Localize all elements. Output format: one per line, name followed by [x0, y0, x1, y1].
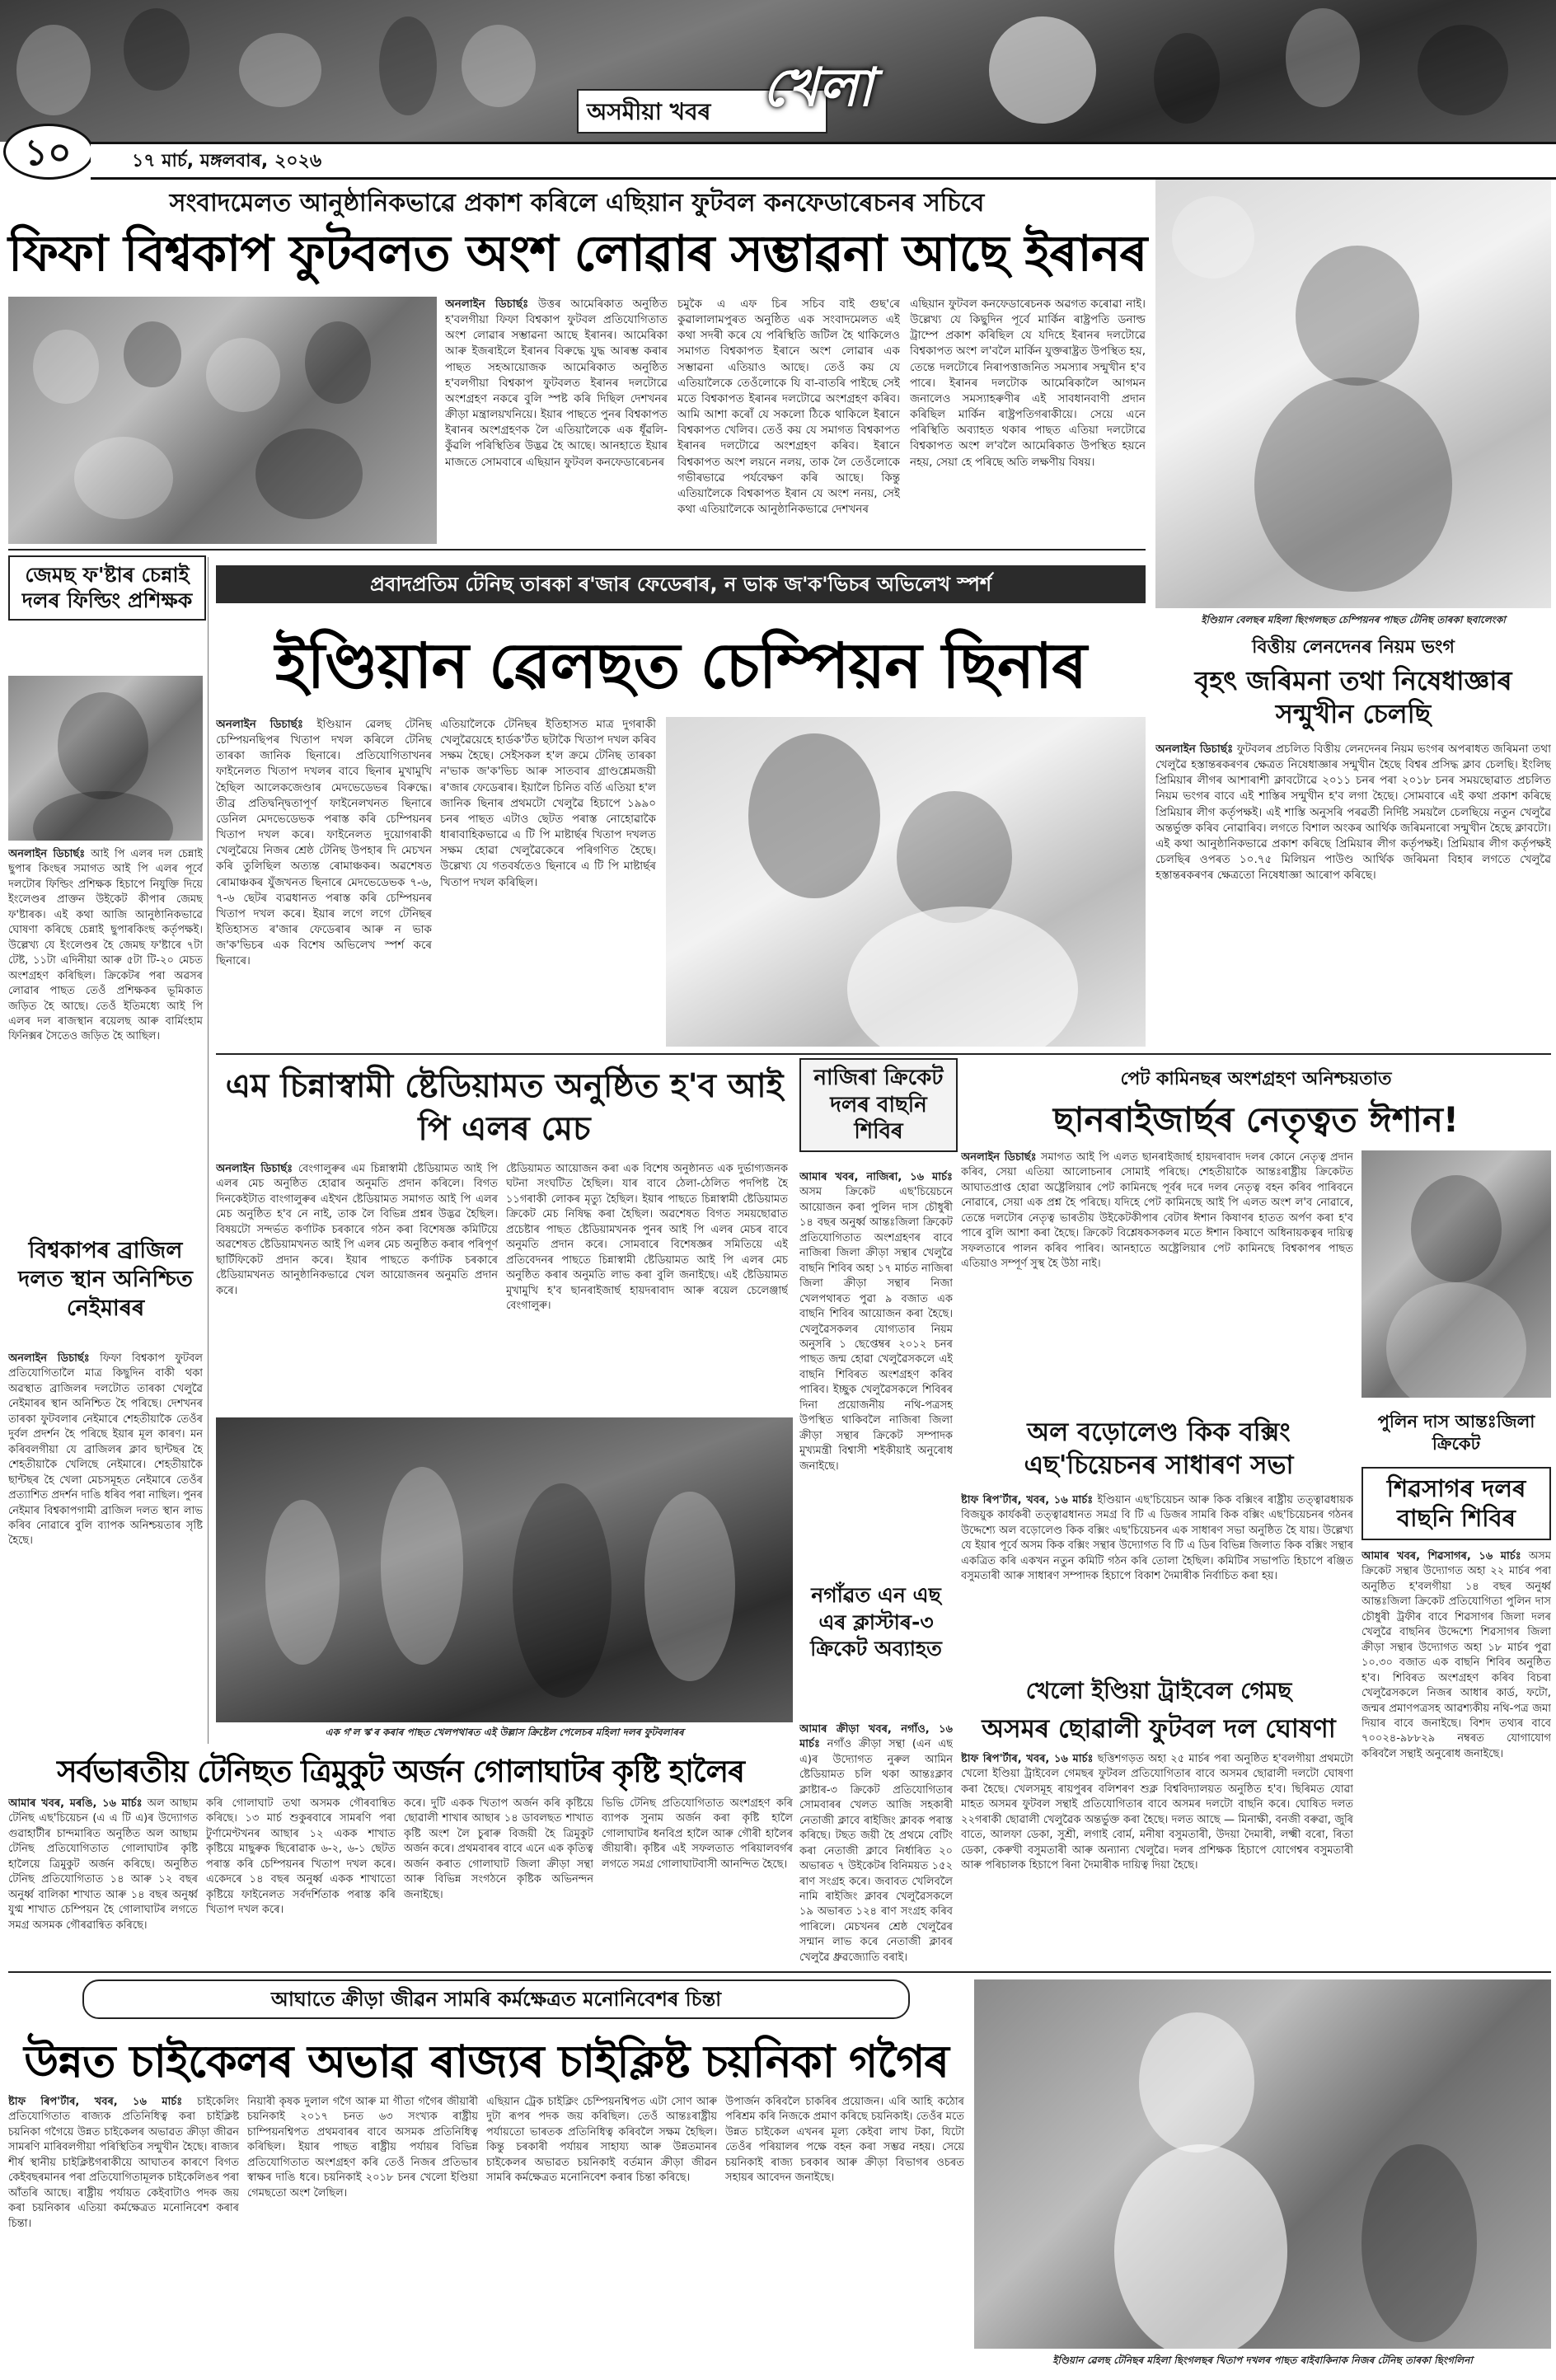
chinnaswamy-col-1: অনলাইন ডিচাৰ্ছঃ বেংগালুৰুৰ এম চিন্নাস্বামী ষ্টেডিয়ামত আই পি এলৰ মেচ অনুষ্ঠিত হোৱাৰ অনুমতি প্ৰদান কৰিলে। বিগত দিনকেইটাত বাংগালুৰুৰ এইখন ষ্টেডিয়ামত সমাগত আই পি এলৰ মেচ অনুষ্ঠিত হ'ব নে নাই, তাক লৈ বিভিন্ন প্ৰশ্নৰ উদ্ভৱ হৈছিল। বিষয়টো সন্দৰ্ভত কৰ্ণাটক চৰকাৰে গঠন কৰা বিশেষজ্ঞ কমিটিয়ে অৱশেষত ষ্টেডিয়ামখনত আই পি এলৰ মেচ অনুষ্ঠিত কৰাৰ পৰিপূৰ্ণ ছাৰ্টিফিকেট প্ৰদান কৰে। ইয়াৰ পাছতে কৰ্ণাটক চৰকাৰে ষ্টেডিয়ামখনত আনুষ্ঠানিকভাৱে খেল আয়োজনৰ অনুমতি প্ৰদান কৰে। [216, 1163, 498, 1297]
lead-col-2: চমুকৈ এ এফ চিৰ সচিব বাই গুছ'ৰে কুৱালালামপুৰত অনুষ্ঠিত এক সংবাদমেলত এই কথা সদৰী কৰে যে পৰিস্থিতি জটিল হৈ থাকিলেও সমাগত বিশ্বকাপত ইৰানে অংশ লোৱাৰ এক সম্ভাৱনা এতিয়াও আছে। তেওঁ কয় যে এতিয়ালৈকে তেওঁলোকে যি বা-বাতৰি পাইছে সেই মতে বিশ্বকাপত ইৰানৰ দলটোৱে অংশগ্ৰহণ কৰিব। আমি আশা কৰোঁ যে সকলো ঠিকে থাকিলে ইৰানে বিশ্বকাপত খেলিব। তেওঁ কয় যে সমাগত বিশ্বকাপত ইৰানৰ দলটোৱে অংশগ্ৰহণ কৰিব। ইৰানে বিশ্বকাপত অংশ লয়নে নলয়, তাক লৈ তেওঁলোকে গভীৰভাৱে পৰ্যবেক্ষণ কৰি আছে। কিন্তু এতিয়ালৈকে বিশ্বকাপত ইৰান যে অংশ ননয়, সেই কথা এতিয়ালৈকে আনুষ্ঠানিকভাৱে দেশখনৰ [677, 298, 900, 517]
nagaon-headline: নগাঁৱত এন এছ এৰ ক্লাস্টাৰ-৩ ক্ৰিকেট অব্যাহত [810, 1583, 942, 1661]
crystal-palace-photo [216, 1417, 793, 1722]
khelo-subhead: অসমৰ ছোৱালী ফুটবল দল ঘোষণা [982, 1714, 1336, 1744]
boxing-body: ষ্টাফ ৰিপ'ৰ্টাৰ, খবৰ, ১৬ মাৰ্চঃ ইণ্ডিয়ান এছ'চিয়েচন আৰু কিক বক্সিংৰ ৰাষ্ট্ৰীয় তত্ত্বাৱধায়ক বিজয়ুক কাৰ্যকৰী তত্ত্বাৱধানত সমগ্ৰ বি টি এ ডিজৰ সামৰি কিক বক্সিং এছ'চিয়েচনৰ গঠনৰ উদ্দেশ্যে অল বড়োলেণ্ড কিক বক্সিং এছ'চিয়েচনৰ এক সাধাৰণ সভা অনুষ্ঠিত হৈ যায়। উল্লেখ্য যে ইয়াৰ পূৰ্বে অসম কিক বক্সিং সন্থাৰ উদ্যোগত বি টি এ ডিৰ বিভিন্ন জিলাত কিক বক্সিং সন্থাৰ একত্ৰিত কৰি একখন নতুন কমিটি গঠন কৰি তোলা হৈছিল। কমিটিৰ সভাপতি হিচাপে ৰঞ্জিত বসুমতাৰী আৰু সাধাৰণ সম্পাদক হিচাপে বিকাশ দৈমাৰীক নিৰ্বাচিত কৰা হয়। [961, 1494, 1353, 1583]
tennis-headline: ইণ্ডিয়ান ৱেলছত চেম্পিয়ন ছিনাৰ [274, 629, 1087, 702]
pulin-kicker: পুলিন দাস আন্তঃজিলা ক্ৰিকেট [1377, 1412, 1535, 1455]
rybakina-trophy-photo [974, 1979, 1551, 2349]
boxing-headline: অল বড়োলেণ্ড কিক বক্সিং এছ'চিয়েচনৰ সাধাৰণ সভা [1024, 1417, 1294, 1481]
lead-byline: অনলাইন ডিচাৰ্ছঃ [445, 298, 529, 311]
neymar-title: বিশ্বকাপৰ ব্ৰাজিল দলত স্থান অনিশ্চিত নেইমাৰৰ [18, 1238, 193, 1322]
golaghat-col-4: ভিভি টেনিছ প্ৰতিযোগিতাত অংশগ্ৰহণ কৰি ব্যাপক সুনাম অৰ্জন কৰা কৃষ্টি হালৈ গোলাঘাটৰ ধনবিপ্ৰ হালৈ আৰু গৌৰী হালৈৰ জীয়াৰী। কৃষ্টিৰ এই সফলতাত পৰিয়ালবৰ্গৰ লগতে সমগ্ৰ গোলাঘাটবাসী আনন্দিত হৈছে। [602, 1797, 793, 1871]
nazira-headline: নাজিৰা ক্ৰিকেট দলৰ বাছনি শিবিৰ [799, 1058, 958, 1152]
nazira-body: আমাৰ খবৰ, নাজিৰা, ১৬ মাৰ্চঃ অসম ক্ৰিকেট এছ'চিয়েচনে আয়োজন কৰা পুলিন দাস চৌধুৰী ১৪ বছৰ অনুৰ্ধ্ব আন্তঃজিলা ক্ৰিকেট প্ৰতিযোগিতাত অংশগ্ৰহণৰ বাবে নাজিৰা জিলা ক্ৰীড়া সন্থাৰ খেলুৱৈ বাছনি শিবিৰ অহা ১৭ মাৰ্চত নাজিৰা জিলা ক্ৰীড়া সন্থাৰ নিজা খেলপথাৰত পুৱা ৯ বজাত এক বাছনি শিবিৰ আয়োজন কৰা হৈছে। খেলুৱৈসকলৰ যোগ্যতাৰ নিয়ম অনুসৰি ১ ছেপ্তেম্বৰ ২০১২ চনৰ পাছত জন্ম হোৱা খেলুৱৈসকলে এই বাছনি শিবিৰত অংশগ্ৰহণ কৰিব পাৰিব। ইচ্ছুক খেলুৱৈসকলে শিবিৰৰ দিনা প্ৰয়োজনীয় নথি-পত্ৰসহ উপস্থিত থাকিবলৈ নাজিৰা জিলা ক্ৰীড়া সন্থাৰ ক্ৰিকেট সম্পাদক মুখ্যমন্ত্ৰী বিশ্বাসী শইকীয়াই অনুৰোধ জনাইছে। [799, 1171, 953, 1473]
chelsea-body: অনলাইন ডিচাৰ্ছঃ ফুটবলৰ প্ৰচলিত বিত্তীয় লেনদেনৰ নিয়ম ভংগৰ অপৰাধত জৰিমনা তথা খেলুৱৈ হস্তান্তৰকৰণৰ ক্ষেত্ৰত নিষেধাজ্ঞাৰ সন্মুখীন হৈছে বিশ্বৰ প্ৰসিদ্ধ ক্লাব চেলছি। ইংলিছ প্ৰিমিয়াৰ লীগৰ আশাৰাশী ক্লাবটোৱে ২০১১ চনৰ পৰা ২০১৮ চনৰ সময়ছোৱাত প্ৰচলিত নিয়ম ভংগৰ বাবে এই শাস্তিৰ সন্মুখীন হ'ব লগা হৈছে। সোমবাৰে এই কথা প্ৰকাশ কৰিছে প্ৰিমিয়াৰ লীগ কৰ্তৃপক্ষই। এই শাস্তি অনুসৰি পৰৱৰ্তী নিৰ্দিষ্ট সময়লৈ চেলছিয়ে নতুন খেলুৱৈ অন্তৰ্ভুক্ত কৰিব নোৱাৰিব। লগতে বিশাল অংকৰ আৰ্থিক জৰিমনাৰো সন্মুখীন হৈছে ক্লাবটো। এই কথা আনুষ্ঠানিকভাৱে প্ৰকাশ কৰিছে প্ৰিমিয়াৰ লীগ কৰ্তৃপক্ষই। প্ৰিমিয়াৰ লীগ কৰ্তৃপক্ষই চেলছিৰ ওপৰত ১০.৭৫ মিলিয়ন পাউণ্ড আৰ্থিক জৰিমনা বিহাৰ লগতে খেলুৱৈ হস্তান্তৰকৰণৰ ক্ষেত্ৰতো নিষেধাজ্ঞা আৰোপ কৰিছে। [1155, 743, 1551, 883]
lead-kicker: সংবাদমেলত আনুষ্ঠানিকভাৱে প্ৰকাশ কৰিলে এছিয়ান ফুটবল কনফেডাৰেচনৰ সচিবে [169, 189, 985, 218]
pulin-body: আমাৰ খবৰ, শিৱসাগৰ, ১৬ মাৰ্চঃ অসম ক্ৰিকেট সন্থাৰ উদ্যোগত অহা ২২ মাৰ্চৰ পৰা অনুষ্ঠিত হ'বলগীয়া ১৪ বছৰ অনুৰ্ধ্ব আন্তঃজিলা ক্ৰিকেট প্ৰতিযোগিতা পুলিন দাস চৌধুৰী ট্ৰফীৰ বাবে শিৱসাগৰ জিলা দলৰ খেলুৱৈ বাছনিৰ উদ্দেশ্যে শিৱসাগৰ জিলা ক্ৰীড়া সন্থাৰ উদ্যোগত অহা ১৮ মাৰ্চৰ পুৱা ১০.৩০ বজাত এক বাছনি শিবিৰ অনুষ্ঠিত হ'ব। শিবিৰত অংশগ্ৰহণ কৰিব বিচৰা খেলুৱৈসকলে নিজৰ আধাৰ কাৰ্ড, ফটো, জন্মৰ প্ৰমাণপত্ৰসহ আৱশ্যকীয় নথি-পত্ৰ জমা দিয়াৰ বাবে জনাইছে। বিশদ তথ্যৰ বাবে ৭০০২৪-৯৮৮২৯ নম্বৰত যোগাযোগ কৰিবলৈ সন্থাই অনুৰোধ জনাইছে। [1362, 1550, 1551, 1760]
iran-fans-photo [8, 297, 437, 544]
nagaon-body: আমাৰ ক্ৰীড়া খবৰ, নগাঁও, ১৬ মাৰ্চঃ নগাঁও ক্ৰীড়া সন্থা (এন এছ এ)ৰ উদ্যোগত নুৰুল আমিন ষ্টেডিয়ামত চলি থকা আন্তঃক্লাব ক্লাষ্টাৰ-৩ ক্ৰিকেট প্ৰতিযোগিতাৰ সোমবাৰৰ খেলত আজি সহকাৰী নেতাজী ক্লাবে ৰাইজিং ক্লাবক পৰাস্ত কৰিছে। টছত জয়ী হৈ প্ৰথমে বেটিং কৰা নেতাজী ক্লাবে নিৰ্ধাৰিত ২০ অভাৰত ৭ উইকেটৰ বিনিময়ত ১৫২ ৰাণ সংগ্ৰহ কৰে। জবাবত খেলিবলৈ নামি ৰাইজিং ক্লাবৰ খেলুৱৈসকলে ১৯ অভাৰত ১২৪ ৰাণ সংগ্ৰহ কৰিব পাৰিলে। মেচখনৰ শ্ৰেষ্ঠ খেলুৱৈৰ সন্মান লাভ কৰে নেতাজী ক্লাবৰ খেলুৱৈ ধ্ৰুৱজ্যোতি বৰাই। [799, 1723, 953, 1964]
foster-title: জেমছ ফ'ষ্টাৰ চেন্নাই দলৰ ফিল্ডিং প্ৰশিক্ষক [8, 555, 206, 621]
sabalenka-photo [1155, 180, 1551, 608]
khelo-body: ষ্টাফ ৰিপ'ৰ্টাৰ, খবৰ, ১৬ মাৰ্চঃ ছত্তিশগড়ত অহা ২৫ মাৰ্চৰ পৰা অনুষ্ঠিত হ'বলগীয়া প্ৰথমটো খেলো ইণ্ডিয়া ট্ৰাইবেল গেমছৰ ফুটবল প্ৰতিযোগিতাৰ বাবে অসমৰ ছোৱালী দলটো ঘোষণা কৰা হৈছে। খেলসমূহ ৰায়পুৰৰ বলিশৰণ শুক্ল বিশ্ববিদ্যালয়ত অনুষ্ঠিত হ'ব। ছিৰিমত যোৱা মাহত অসমৰ ফুটবল সন্থাই প্ৰতিযোগিতাৰ বাবে অসমৰ দলটো বাছনি কৰে। ঘোষিত দলত ২২গৰাকী ছোৱালী খেলুৱৈক অন্তৰ্ভুক্ত কৰা হৈছে। দলত আছে — মিনাক্ষী, বনজী বৰুৱা, জুৰি বাতে, আলফা ডেকা, সুশ্ৰী, লগাই বোৰ্ম, মনীষা বসুমতাৰী, উদয়া দৈমাৰী, লক্ষ্মী বৰো, ৰিতা ডেকা, কেৰুখী বসুমতাৰী আৰু অন্যান্য খেলুৱৈ। দলৰ প্ৰশিক্ষক হিচাপে যোগেশ্বৰ বসুমতাৰী আৰু পৰিচালক হিচাপে ৰিনা দৈমাৰীক দায়িত্ব দিয়া হৈছে। [961, 1753, 1353, 1872]
issue-date: ১৭ মাৰ্চ, মঙ্গলবাৰ, ২০২৬ [132, 151, 322, 171]
ishan-body: অনলাইন ডিচাৰ্ছঃ সমাগত আই পি এলত ছানৰাইজাৰ্ছ হায়দৰাবাদ দলৰ কোনে নেতৃত্ব প্ৰদান কৰিব, সেয়া এতিয়া আলোচনাৰ সোমাই পৰিছে। শেহতীয়াকৈ আন্তঃৰাষ্ট্ৰীয় ক্ৰিকেটত আঘাতপ্ৰাপ্ত হোৱা অষ্ট্ৰেলিয়াৰ পেট কামিনছে পূৰ্বৰ দৰে দলৰ নেতৃত্ব বহন কৰিব পাৰিবনে নোৱাৰে, সেয়া এক প্ৰশ্ন হৈ পৰিছে। যদিহে পেট কামিনছে আই পি এলত অংশ ল'ব নোৱাৰে, তেন্তে দলটোৰ নেতৃত্ব ভাৰতীয় উইকেটকীপাৰ বেটাৰ ঈশান কিষাণৰ হাতত অৰ্পণ কৰা হ'ব পাৰে বুলি আশা কৰা হৈছে। ক্ৰিকেট বিশ্লেষকসকলৰ মতে ঈশান কিষাণে অধিনায়কত্বৰ দায়িত্ব সফলতাৰে পালন কৰিব পাৰিব। আনহাতে অষ্ট্ৰেলিয়াৰ পেট কামিনছে বিশ্বকাপৰ পাছত এতিয়াও সম্পূৰ্ণ সুস্থ হৈ উঠা নাই। [961, 1151, 1353, 1271]
lead-col-1: অনলাইন ডিচাৰ্ছঃ উত্তৰ আমেৰিকাত অনুষ্ঠিত হ'বলগীয়া ফিফা বিশ্বকাপ ফুটবল প্ৰতিযোগিতাত অংশ লোৱাৰ সম্ভাৱনা আছে ইৰানৰ। আমেৰিকা আৰু ইজৰাইলে ইৰানৰ বিৰুদ্ধে যুদ্ধ আৰম্ভ কৰাৰ পাছত সহআয়োজক আমেৰিকাত অনুষ্ঠিত হ'বলগীয়া বিশ্বকাপ ফুটবলত ইৰানৰ দলটোৱে অংশগ্ৰহণ নকৰে বুলি স্পষ্ট কৰি দিছিল দেশখনৰ ক্ৰীড়া মন্ত্ৰালয়খনিয়ে। ইয়াৰ পাছতে পুনৰ বিশ্বকাপত ইৰানৰ অংশগ্ৰহণক লৈ এতিয়ালৈকে এক ধূঁৱলি-কুঁৱলি পৰিস্থিতিৰ উদ্ভৱ হৈ আছে। আনহাতে ইয়াৰ মাজতে সোমবাৰে এছিয়ান ফুটবল কনফেডাৰেচনৰ [445, 298, 668, 469]
section-name: খেলা [762, 57, 874, 119]
foster-photo [8, 676, 203, 841]
chinnaswamy-col-2: ষ্টেডিয়ামত আয়োজন কৰা এক বিশেষ অনুষ্ঠানত এক দুৰ্ভাগ্যজনক ঘটনা সংঘটিত হৈছিল। যাৰ বাবে ঠেলা-ঠেলিত পদপিষ্ট হৈ ১১গৰাকী লোকৰ মৃত্যু হৈছিল। ইয়াৰ পাছতে চিন্নাস্বামী ষ্টেডিয়ামত ক্ৰিকেট মেচ নিষিদ্ধ কৰা হৈছিল। অৱশেষত বিগত সময়ছোৱাত প্ৰচেষ্টাৰ পাছত ষ্টেডিয়ামখনক পুনৰ আই পি এলৰ মেচৰ বাবে অনুমতি প্ৰদান কৰে। সোমবাৰে বিশেষজ্ঞৰ সমিতিয়ে এই প্ৰতিবেদনৰ পাছতে চিন্নাস্বামী ষ্টেডিয়ামত আই পি এলৰ মেচ অনুষ্ঠিত কৰাৰ অনুমতি লাভ কৰা বুলি জনাইছে। এই ষ্টেডিয়ামত মুখামুখি হ'ব ছানৰাইজাৰ্ছ হায়দৰাবাদ আৰু ৰয়েল চেলেঞ্জাৰ্ছ বেংগালুৰু। [506, 1163, 788, 1313]
golaghat-col-3: কৰে। দুটি একক খিতাপ অৰ্জন কৰি কৃষ্টিয়ে ছোৱালী শাখাৰ আছাৰ ১৪ ডাবলছত শাখাত কৃষ্টি অংশ লৈ চুৰাৰু বিজয়ী হৈ ত্ৰিমুকুট অৰ্জন কৰে। প্ৰথমবাৰৰ বাবে এনে এক কৃতিত্ব অৰ্জন কৰাত গোলাঘাট জিলা ক্ৰীড়া সন্থা আৰু বিভিন্ন সংগঠনে কৃষ্টিক অভিনন্দন জনাইছে। [404, 1797, 593, 1901]
khelo-headline: খেলো ইণ্ডিয়া ট্ৰাইবেল গেমছ [1025, 1677, 1292, 1704]
foster-body: অনলাইন ডিচাৰ্ছঃ আই পি এলৰ দল চেন্নাই ছুপাৰ কিংছৰ সমাগত আই পি এলৰ পূৰ্বে দলটোৰ ফিল্ডিং প্ৰশিক্ষক হিচাপে নিযুক্তি দিয়ে ইংলেণ্ডৰ প্ৰাক্তন উইকেট কীপাৰ জেমছ ফ'ষ্টাৰক। এই কথা আজি আনুষ্ঠানিকভাৱে ঘোষণা কৰিছে চেন্নাই ছুপাৰকিংছ কৰ্তৃপক্ষই। উল্লেখ্য যে ইংলেণ্ডৰ হৈ জেমছ ফ'ষ্টাৰে ৭টা টেষ্ট, ১১টা এদিনীয়া আৰু ৫টা টি-২০ মেচত অংশগ্ৰহণ কৰিছিল। ক্ৰিকেটৰ পৰা অৱসৰ লোৱাৰ পাছত তেওঁ প্ৰশিক্ষকৰ ভূমিকাত জড়িত হৈ আছে। তেওঁ ইতিমধ্যে আই পি এলৰ দল ৰাজস্থান ৰয়েলছ আৰু বাৰ্মিংহাম ফিনিক্সৰ সৈতেও জড়িত হৈ আছিল। [8, 848, 203, 1043]
gogoi-col-3: এছিয়ান ট্ৰেক চাইক্লিং চেম্পিয়নশ্বিপত এটা সোণ আৰু দুটা ৰূপৰ পদক জয় কৰিছিল। তেওঁ আন্তঃৰাষ্ট্ৰীয় পৰ্যায়তো ভাৰতক প্ৰতিনিধিত্ব কৰিবলৈ সক্ষম হৈছিল। কিন্তু চৰকাৰী পৰ্যায়ৰ সাহায্য আৰু উন্নতমানৰ চাইকেলৰ অভাৱত চয়নিকাই বৰ্তমান ক্ৰীড়া জীৱন সামৰি কৰ্মক্ষেত্ৰত মনোনিবেশ কৰাৰ চিন্তা কৰিছে। [486, 2096, 717, 2185]
tennis-band: প্ৰবাদপ্ৰতিম টেনিছ তাৰকা ৰ'জাৰ ফেডেৰাৰ, ন ভাক জ'ক'ভিচৰ অভিলেখ স্পৰ্শ [216, 565, 1146, 603]
gogoi-col-4: উপাৰ্জন কৰিবলৈ চাকৰিৰ প্ৰয়োজন। এৰি আহি কঠোৰ পৰিশ্ৰম কৰি নিজকে প্ৰমাণ কৰিছে চয়নিকাই। তেওঁৰ মতে উন্নত চাইকেল এখনৰ মূল্য কেইবা লাখ টকা, যিটো তেওঁৰ পৰিয়ালৰ পক্ষে বহন কৰা সম্ভৱ নহয়। সেয়ে চয়নিকাই ৰাজ্য চৰকাৰ আৰু ক্ৰীড়া বিভাগৰ ওচৰত সহায়ৰ আবেদন জনাইছে। [725, 2096, 964, 2185]
page-number: ১০ [24, 132, 72, 174]
masthead [0, 0, 1556, 175]
gogoi-col-2: নিয়াৰী কৃষক দুলাল গগৈ আৰু মা গীতা গগৈৰ জীয়াৰী চয়নিকাই ২০১৭ চনত ৬৩ সংখ্যক ৰাষ্ট্ৰীয় চাম্পিয়নশ্বিপত প্ৰথমবাৰৰ বাবে অসমক প্ৰতিনিধিত্ব কৰিছিল। ইয়াৰ পাছত ৰাষ্ট্ৰীয় পৰ্যায়ৰ বিভিন্ন প্ৰতিযোগিতাত অংশগ্ৰহণ কৰি তেওঁ নিজৰ প্ৰতিভাৰ স্বাক্ষৰ দাঙি ধৰে। চয়নিকাই ২০১৮ চনৰ খেলো ইণ্ডিয়া গেমছতো অংশ লৈছিল। [247, 2096, 478, 2200]
gogoi-band: আঘাতে ক্ৰীড়া জীৱন সামৰি কৰ্মক্ষেত্ৰত মনোনিবেশৰ চিন্তা [82, 1979, 910, 2019]
lead-col-3: এছিয়ান ফুটবল কনফেডাৰেচনক অৱগত কৰোৱা নাই। উল্লেখ্য যে কিছুদিন পূৰ্বে মাৰ্কিন ৰাষ্ট্ৰপতি ডনাল্ড ট্ৰাম্পে প্ৰকাশ কৰিছিল যে যদিহে ইৰানৰ দলটোৱে বিশ্বকাপত অংশ ল'বলৈ মাৰ্কিন যুক্তৰাষ্ট্ৰত উপস্থিত হয়, তেন্তে দলটোৰে নিৰাপত্তাজনিত সমস্যাৰ সন্মুখীন হ'ব পাৰে। ইৰানৰ দলটোক আমেৰিকালৈ আগমন জনালেও সমস্যাহৰুণীৰ এই সাবধানবাণী প্ৰদান কৰিছিল মাৰ্কিন ৰাষ্ট্ৰপতিগৰাকীয়ে। সেয়ে এনে পৰিস্থিতি অব্যাহত থকাৰ পাছত এতিয়া দলটোৱে বিশ্বকাপত অংশ ল'বলৈ আমেৰিকাত উপস্থিত হয়নে নহয়, সেয়া হে পৰিছে অতি লক্ষণীয় বিষয়। [910, 298, 1146, 469]
paper-name: অসমীয়া খবৰ [587, 98, 711, 125]
chelsea-kicker: বিত্তীয় লেনদেনৰ নিয়ম ভংগ [1252, 637, 1455, 658]
ishan-kicker: পেট কামিনছৰ অংশগ্ৰহণ অনিশ্চয়তাত [1120, 1069, 1392, 1089]
lead-headline: ফিফা বিশ্বকাপ ফুটবলত অংশ লোৱাৰ সম্ভাৱনা আছে ইৰানৰ [8, 225, 1147, 283]
sabalenka-caption: ইণ্ডিয়ান বেলছৰ মহিলা ছিংগলছত চেম্পিয়নৰ পাছত টেনিছ তাৰকা ছবালেংকা [1201, 614, 1506, 625]
golaghat-headline: সৰ্বভাৰতীয় টেনিছত ত্ৰিমুকুট অৰ্জন গোলাঘাটৰ কৃষ্টি হালৈৰ [57, 1754, 744, 1789]
golaghat-col-1: আমাৰ খবৰ, মৰঙি, ১৬ মাৰ্চঃ অল আছাম টেনিছ এছ'চিয়েচন (এ এ টি এ)ৰ উদ্যোগত গুৱাহাটীৰ চান্দমাৰিত অনুষ্ঠিত অল আছাম টেনিছ প্ৰতিযোগিতাত গোলাঘাটৰ কৃষ্টি হালৈয়ে ত্ৰিমুকুট অৰ্জন কৰিছে। অনুষ্ঠিত টেনিছ প্ৰতিযোগিতাত ১৪ আৰু ১২ বছৰ অনুৰ্ধ্ব বালিকা শাখাত আৰু ১৪ বছৰ অনুৰ্ধ্ব যুগ্ম শাখাত চেম্পিয়ন হৈ গোলাঘাটৰ লগতে সমগ্ৰ অসমক গৌৰৱান্বিত কৰিছে। [8, 1797, 198, 1932]
tennis-col-2: এতিয়ালৈকে টেনিছৰ ইতিহাসত মাত্ৰ দুগৰাকী খেলুৱৈয়েহে হাৰ্ডক'ৰ্টত ছটাকৈ খিতাপ দখল কৰিব সক্ষম হৈছে। সেইসকল হ'ল ক্ৰমে টেনিছ তাৰকা ন'ভাক জ'ক'ভিচ আৰু সাতবাৰ গ্ৰাণ্ডশ্লেমজয়ী ৰ'জাৰ ফেডেৰাৰ। ইয়ালৈ চিনিত বৰ্তি এতিয়া হ'ল জানিক ছিনাৰ প্ৰথমটো খেলুৱৈ হিচাপে ১৯৯০ চনৰ পাছত এটাও ছেটত পৰাস্ত নোহোৱাকৈ ধাৰাবাহিকভাৱে এ টি পি মাষ্টাৰ্ছৰ খিতাপ দখলত সক্ষম হোৱা খেলুৱৈকেৰে পৰিগণিত হৈছে। উল্লেখ্য যে গতবৰ্ষতেও ছিনাৰে এ টি পি মাষ্টাৰ্ছৰ খিতাপ দখল কৰিছিল। [440, 718, 656, 889]
pulin-headline: শিৱসাগৰ দলৰ বাছনি শিবিৰ [1362, 1467, 1551, 1540]
sinner-trophy-photo [666, 717, 1146, 1047]
chelsea-headline: বৃহৎ জৰিমনা তথা নিষেধাজ্ঞাৰ সন্মুখীন চেলছি [1194, 665, 1512, 729]
football-caption: এক গ'ল স্ক'ৰ কৰাৰ পাছত খেলপথাৰত এই উল্লাস ক্ৰিষ্টেল পেলেচৰ মহিলা দলৰ ফুটবলাৰৰ [325, 1726, 684, 1738]
neymar-body: অনলাইন ডিচাৰ্ছঃ ফিফা বিশ্বকাপ ফুটবল প্ৰতিযোগিতালৈ মাত্ৰ কিছুদিন বাকী থকা অৱস্থাত ব্ৰাজিলৰ দলটোত তাৰকা খেলুৱৈ নেইমাৰৰ স্থান অনিশ্চিত হৈ পৰিছে। দেশখনৰ তাৰকা ফুটবলাৰ নেইমাৰে শেহতীয়াকৈ তেওঁৰ দুৰ্বল প্ৰদৰ্শন হৈ পৰিছে ইয়াৰ মূল কাৰণ। মন কৰিবলগীয়া যে ব্ৰাজিলৰ ক্লাব ছান্টছৰ হৈ শেহতীয়াকৈ খেলিছে নেইমাৰে। শেহতীয়াকৈ ছান্টছৰ হৈ খেলা মেচসমূহত নেইমাৰে তেওঁৰ প্ৰত্যাশিত প্ৰদৰ্শন দাঙি ধৰিব পৰা নাছিল। পুনৰ নেইমাৰ বিশ্বকাপগামী ব্ৰাজিল দলত স্থান লাভ কৰিব নোৱাৰে বুলি ব্যাপক অনিশ্চয়তাৰ সৃষ্টি হৈছে। [8, 1352, 203, 1548]
tennis-col-1: অনলাইন ডিচাৰ্ছঃ ইণ্ডিয়ান ৱেলছ টেনিছ চেম্পিয়নছিপৰ খিতাপ দখল কৰিলে টেনিছ তাৰকা জানিক ছিনাৰে। প্ৰতিযোগিতাখনৰ ফাইনেলত খিতাপ দখলৰ বাবে ছিনাৰ মুখামুখি হৈছিল আলেকজেণ্ডাৰ মেদভেডেভৰ বিৰুদ্ধে। তীব্ৰ প্ৰতিদ্বন্দ্বিতাপূৰ্ণ ফাইনেলখনত ছিনাৰে ডেনিল মেদভেডেভক পৰাস্ত কৰি চেম্পিয়নৰ খিতাপ দখল কৰে। ফাইনেলত দুয়োগৰাকী খেলুৱৈয়ে নিজৰ শ্ৰেষ্ঠ টেনিছ উপহাৰ দি মেচখন কৰি তুলিছিল অত্যন্ত ৰোমাঞ্চকৰ। অৱশেষত ৰোমাঞ্চকৰ যুঁজখনত ছিনাৰে মেদভেডেভক ৭-৬, ৭-৬ ছেটৰ ব্যৱধানত পৰাস্ত কৰি চেম্পিয়নৰ খিতাপ দখল কৰে। ইয়াৰ লগে লগে টেনিছৰ ইতিহাসত ৰ'জাৰ ফেডেৰাৰ আৰু ন ভাক জ'ক'ভিচৰ এক বিশেষ অভিলেখ স্পৰ্শ কৰে ছিনাৰে। [216, 718, 432, 968]
gogoi-headline: উন্নত চাইকেলৰ অভাৱ ৰাজ্যৰ চাইক্লিষ্ট চয়নিকা গগৈৰ [24, 2036, 949, 2087]
ishan-headline: ছানৰাইজাৰ্ছৰ নেতৃত্বত ঈশান! [1052, 1099, 1460, 1140]
golaghat-col-2: কৰি গোলাঘাট তথা অসমক গৌৰবান্বিত কৰিছে। ১৩ মাৰ্চ শুকুৰবাৰে সামৰণি পৰা টুৰ্ণামেণ্টখনৰ আছাৰ ১২ একক শাখাত কৃষ্টিয়ে মাছুৰুক ছিৰোৱাক ৬-২, ৬-১ ছেটত পৰাস্ত কৰি চেম্পিয়নৰ খিতাপ দখল কৰে। একেদৰে ১৪ বছৰ অনুৰ্ধ্ব একক শাখাতো কৃষ্টিয়ে ফাইনেলত সৰ্বদৰ্শিতাক পৰাস্ত কৰি খিতাপ দখল কৰে। [206, 1797, 396, 1917]
chinnaswamy-headline: এম চিন্নাস্বামী ষ্টেডিয়ামত অনুষ্ঠিত হ'ব আই পি এলৰ মেচ [225, 1067, 784, 1148]
ishan-photo [1362, 1150, 1551, 1398]
gogoi-col-1: ষ্টাফ ৰিপ'ৰ্টাৰ, খবৰ, ১৬ মাৰ্চঃ চাইকেলিং প্ৰতিযোগিতাত ৰাজ্যক প্ৰতিনিধিত্ব কৰা চাইক্লিষ্ট চয়নিকা গগৈয়ে উন্নত চাইকেলৰ অভাৱত ক্ৰীড়া জীৱন সামৰণি মাৰিবলগীয়া পৰিস্থিতিৰ সন্মুখীন হৈছে। ৰাজ্যৰ শীৰ্ষ স্থানীয় চাইক্লিষ্টগৰাকীয়ে আঘাতৰ কাৰণে বিগত কেইবছৰমানৰ পৰা প্ৰতিযোগিতামূলক চাইকেলিঙৰ পৰা আঁতৰি আছে। ৰাষ্ট্ৰীয় পৰ্যায়ত কেইবাটাও পদক জয় কৰা চয়নিকাৰ এতিয়া কৰ্মক্ষেত্ৰত মনোনিবেশ কৰাৰ চিন্তা। [8, 2096, 239, 2230]
rybakina-caption: ইণ্ডিয়ান ৱেলছ টেনিছৰ মহিলা ছিংগলছৰ খিতাপ দখলৰ পাছত ৰাইবাকিনাক নিজৰ টেনিছ তাৰকা ছিংগলিনা [1052, 2354, 1473, 2366]
